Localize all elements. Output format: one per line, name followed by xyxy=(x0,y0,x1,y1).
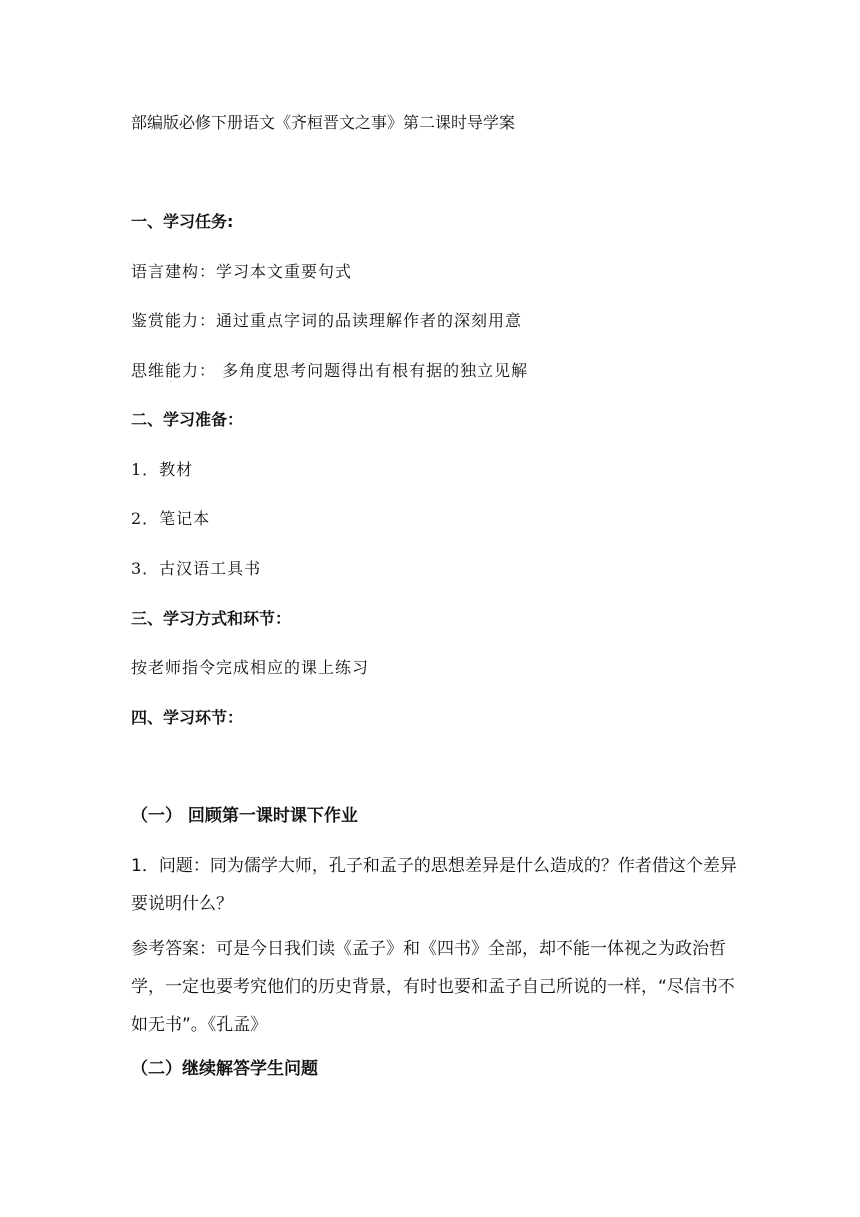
section-3-text: 按老师指令完成相应的课上练习 xyxy=(131,658,370,677)
part-1-question: 1．问题：同为儒学大师，孔子和孟子的思想差异是什么造成的？作者借这个差异要说明什么？ xyxy=(131,856,737,914)
document-title: 部编版必修下册语文《齐桓晋文之事》第二课时导学案 xyxy=(131,113,516,132)
section-2-heading: 二、学习准备： xyxy=(131,410,244,429)
section-2-item: 3．古汉语工具书 xyxy=(131,559,262,578)
section-2-item: 2．笔记本 xyxy=(131,509,211,528)
part-1-heading: （一） 回顾第一课时课下作业 xyxy=(131,806,358,826)
section-4-heading: 四、学习环节： xyxy=(131,708,244,727)
section-1-item: 语言建构：学习本文重要句式 xyxy=(131,262,353,281)
section-2-item: 1．教材 xyxy=(131,460,194,479)
section-1-heading: 一、学习任务: xyxy=(131,212,234,231)
section-1-item: 鉴赏能力：通过重点字词的品读理解作者的深刻用意 xyxy=(131,311,523,330)
part-1-answer: 参考答案：可是今日我们读《孟子》和《四书》全部，却不能一体视之为政治哲学，一定也要考究他们的历史背景，有时也要和孟子自己所说的一样，“尽信书不如无书”。《孔孟》 xyxy=(131,939,735,1035)
section-1-item: 思维能力： 多角度思考问题得出有根有据的独立见解 xyxy=(131,361,529,380)
section-3-heading: 三、学习方式和环节： xyxy=(131,609,292,628)
part-2-heading: （二）继续解答学生问题 xyxy=(131,1059,318,1079)
